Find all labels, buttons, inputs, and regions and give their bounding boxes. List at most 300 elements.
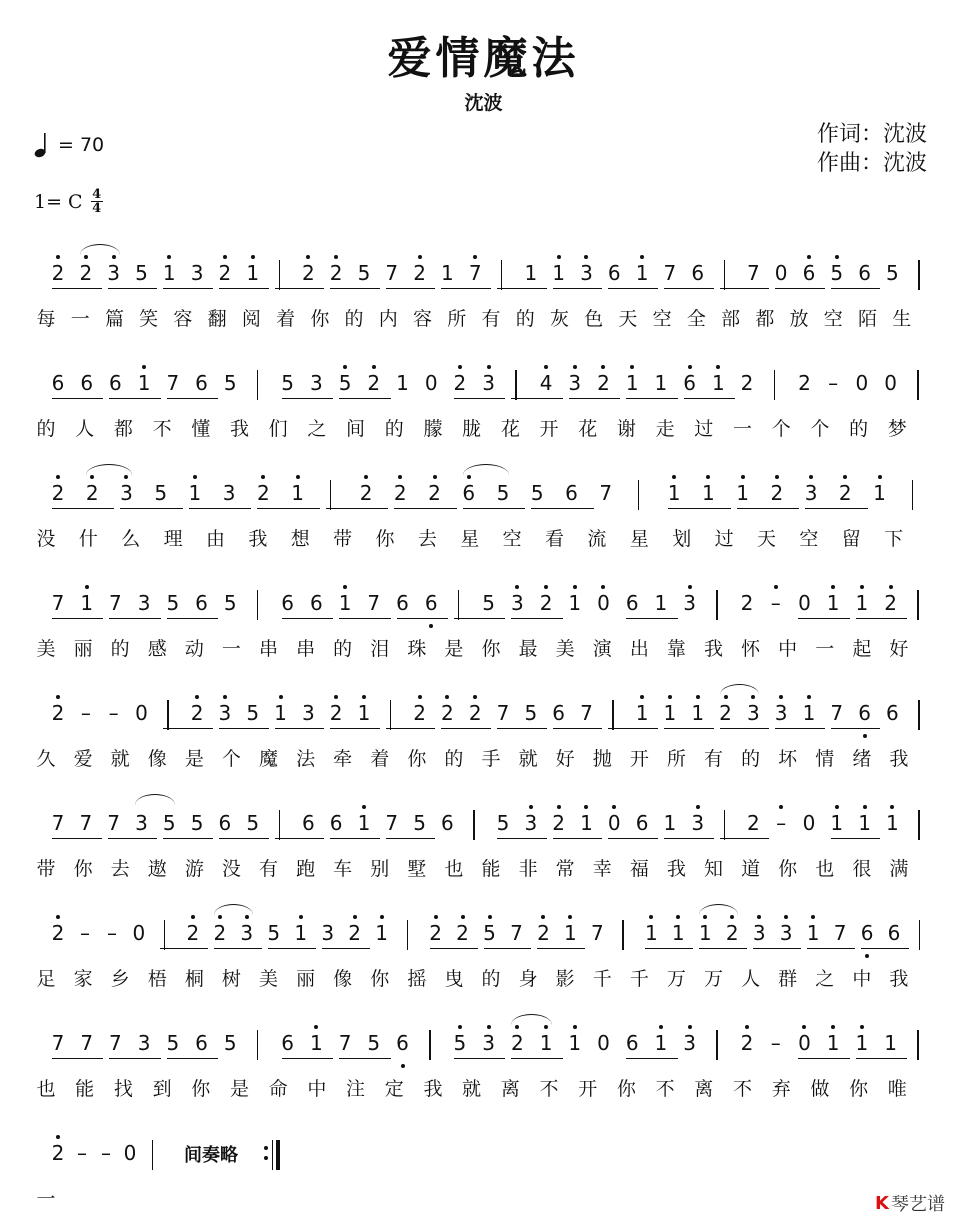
- lyric-char: 群: [778, 968, 798, 990]
- lyric-char: 你: [375, 528, 395, 550]
- note: 2: [48, 920, 68, 946]
- note: 0: [802, 811, 816, 835]
- lyric-char: 游: [184, 858, 204, 880]
- lyric-char: 法: [296, 748, 316, 770]
- lyric-char: 花: [578, 418, 598, 440]
- lyric-char: 曳: [444, 968, 464, 990]
- note: 3: [116, 480, 136, 506]
- note: 6: [625, 591, 639, 615]
- note: 1: [688, 700, 708, 726]
- barline: [917, 590, 918, 620]
- note: 2: [450, 370, 470, 396]
- lyric-char: 遨: [147, 858, 167, 880]
- slur: [80, 244, 120, 255]
- barline: [918, 260, 919, 290]
- note: 5: [223, 591, 237, 615]
- lyric-char: 们: [268, 418, 288, 440]
- lyric-char: 是: [444, 638, 464, 660]
- barline: [279, 260, 280, 290]
- beam-underline: [109, 398, 160, 399]
- lyric-char: 人: [741, 968, 761, 990]
- note: –: [108, 701, 119, 725]
- lyric-char: 所: [666, 748, 686, 770]
- beam-underline: [52, 398, 103, 399]
- beam-underline: [511, 1058, 562, 1059]
- note: 5: [335, 370, 355, 396]
- lyric-char: 久: [36, 748, 56, 770]
- barline: [912, 480, 913, 510]
- lyrics-line: [34, 414, 934, 440]
- lyric-char: 的: [515, 308, 535, 330]
- lyric-char: 万: [703, 968, 723, 990]
- lyric-char: 中: [852, 968, 872, 990]
- tempo-value: = 70: [58, 134, 105, 156]
- lyric-char: 不: [655, 1078, 675, 1100]
- lyric-char: 福: [629, 858, 649, 880]
- note: 1: [524, 261, 538, 285]
- note: 1: [823, 590, 843, 616]
- note: 2: [740, 371, 754, 395]
- time-numerator: 4: [92, 187, 102, 202]
- beam-underline: [52, 288, 102, 289]
- beam-underline: [109, 1058, 160, 1059]
- note: 3: [310, 371, 323, 395]
- lyric-char: 过: [714, 528, 734, 550]
- lyric-char: 是: [229, 1078, 249, 1100]
- beam-underline: [430, 948, 478, 949]
- note: 6: [396, 591, 409, 615]
- lyric-char: 着: [276, 308, 296, 330]
- beam-underline: [330, 728, 380, 729]
- note: 0: [424, 371, 438, 395]
- quarter-note-icon: [34, 132, 48, 158]
- note: 6: [421, 590, 441, 616]
- watermark-logo: K: [875, 1192, 889, 1214]
- note: 1: [441, 261, 454, 285]
- barline: [917, 1030, 918, 1060]
- note: 2: [593, 370, 613, 396]
- lyric-char: 千: [592, 968, 612, 990]
- note: 1: [852, 1030, 872, 1056]
- beam-underline: [720, 728, 770, 729]
- notation-system: [34, 1022, 934, 1102]
- lyric-char: 一: [36, 1188, 56, 1210]
- note: 2: [722, 920, 742, 946]
- lyric-char: 抛: [592, 748, 612, 770]
- lyric-char: 开: [629, 748, 649, 770]
- lyric-char: 影: [555, 968, 575, 990]
- beam-underline: [167, 398, 218, 399]
- note: 5: [530, 481, 544, 505]
- lyric-char: 流: [587, 528, 607, 550]
- beam-underline: [257, 508, 319, 509]
- beam-underline: [52, 618, 103, 619]
- note: 7: [109, 1031, 122, 1055]
- lyric-char: 我: [666, 858, 686, 880]
- lyric-char: 空: [799, 528, 819, 550]
- note: 1: [641, 920, 661, 946]
- note: –: [77, 1141, 87, 1165]
- lyric-char: 爱: [73, 748, 93, 770]
- note: 3: [521, 810, 541, 836]
- lyric-char: 墅: [407, 858, 427, 880]
- note: 6: [855, 700, 875, 726]
- lyric-char: 放: [789, 308, 809, 330]
- lyric-char: 千: [629, 968, 649, 990]
- barline: [622, 920, 623, 950]
- note: 3: [479, 370, 499, 396]
- note: 1: [733, 480, 753, 506]
- note: 1: [396, 371, 409, 395]
- lyric-char: 串: [296, 638, 316, 660]
- barline: [429, 1030, 430, 1060]
- beam-underline: [397, 618, 448, 619]
- note: 6: [281, 591, 295, 615]
- note: 0: [604, 810, 624, 836]
- lyric-char: 开: [539, 418, 559, 440]
- note: 1: [654, 371, 668, 395]
- lyric-char: 你: [778, 858, 798, 880]
- note: 1: [549, 260, 569, 286]
- lyric-char: 你: [849, 1078, 869, 1100]
- lyric-char: 部: [721, 308, 741, 330]
- note: 1: [354, 700, 374, 726]
- beam-underline: [569, 398, 620, 399]
- note: 1: [372, 920, 392, 946]
- note: 6: [459, 480, 479, 506]
- beam-underline: [531, 508, 593, 509]
- lyric-char: 绪: [852, 748, 872, 770]
- beam-underline: [441, 728, 491, 729]
- beam-underline: [339, 1058, 390, 1059]
- barline: [164, 920, 165, 950]
- barline: [167, 700, 168, 730]
- note: 1: [695, 920, 715, 946]
- note: 6: [195, 591, 208, 615]
- lyric-char: 中: [778, 638, 798, 660]
- note: 1: [884, 1031, 897, 1055]
- note: 2: [426, 920, 446, 946]
- slur: [720, 684, 760, 695]
- lyric-char: 不: [152, 418, 172, 440]
- lyric-char: 带: [36, 858, 56, 880]
- beam-underline: [775, 728, 825, 729]
- note: 6: [51, 371, 65, 395]
- lyric-char: 你: [407, 748, 427, 770]
- interlude-label: 间奏略: [184, 1145, 238, 1166]
- lyric-char: 有: [703, 748, 723, 770]
- beam-underline: [608, 838, 658, 839]
- note: 3: [135, 811, 148, 835]
- lyric-char: 的: [36, 418, 56, 440]
- lyric-char: 翻: [207, 308, 227, 330]
- lyric-char: 珠: [407, 638, 427, 660]
- lyric-char: 开: [578, 1078, 598, 1100]
- lyric-char: 找: [113, 1078, 133, 1100]
- note: 6: [680, 370, 700, 396]
- note: 3: [137, 1031, 151, 1055]
- barline: [330, 480, 331, 510]
- note: 7: [385, 811, 399, 835]
- lyric-char: 个: [810, 418, 830, 440]
- lyric-char: 离: [694, 1078, 714, 1100]
- note: 2: [253, 480, 273, 506]
- lyric-char: 内: [378, 308, 398, 330]
- credits: [817, 120, 927, 178]
- lyrics-line: [34, 1184, 934, 1210]
- lyric-char: 什: [78, 528, 98, 550]
- lyric-char: 由: [206, 528, 226, 550]
- lyric-char: 一: [733, 418, 753, 440]
- note: 7: [338, 1031, 352, 1055]
- beam-underline: [856, 618, 907, 619]
- lyric-char: 感: [147, 638, 167, 660]
- beam-underline: [511, 618, 562, 619]
- beam-underline: [626, 1058, 677, 1059]
- lyrics-line: [34, 524, 934, 550]
- lyric-char: 常: [555, 858, 575, 880]
- barline: [724, 260, 725, 290]
- barline: [918, 700, 919, 730]
- note: 0: [798, 591, 811, 615]
- beam-underline: [454, 618, 505, 619]
- beam-underline: [219, 288, 269, 289]
- note: 1: [565, 590, 585, 616]
- lyric-char: 笑: [139, 308, 159, 330]
- note: 6: [441, 811, 454, 835]
- note: 6: [691, 261, 705, 285]
- note: 7: [746, 261, 760, 285]
- lyric-char: 车: [333, 858, 353, 880]
- lyric-char: 天: [756, 528, 776, 550]
- key-label: 1= C: [34, 190, 83, 213]
- lyric-char: 阅: [241, 308, 261, 330]
- note: 1: [576, 810, 596, 836]
- barline: [257, 1030, 258, 1060]
- lyrics-line: [34, 304, 934, 330]
- note: 3: [801, 480, 821, 506]
- beam-underline: [219, 838, 269, 839]
- lyric-char: 美: [258, 968, 278, 990]
- beam-underline: [330, 288, 380, 289]
- lyric-char: 定: [384, 1078, 404, 1100]
- note: 7: [385, 261, 399, 285]
- barline: [716, 590, 717, 620]
- note: 7: [830, 701, 844, 725]
- note: 7: [109, 591, 122, 615]
- slur: [214, 904, 253, 915]
- beam-underline: [798, 618, 849, 619]
- note: 3: [237, 920, 257, 946]
- note: 7: [166, 371, 180, 395]
- note: 0: [123, 1141, 137, 1165]
- note: 1: [632, 700, 652, 726]
- beam-underline: [553, 838, 603, 839]
- note: 6: [799, 260, 819, 286]
- note: 6: [80, 371, 94, 395]
- notation-system: [34, 582, 934, 662]
- lyric-char: 的: [741, 748, 761, 770]
- lyric-char: 怀: [741, 638, 761, 660]
- note: 0: [884, 371, 897, 395]
- lyric-char: 之: [815, 968, 835, 990]
- lyric-char: 下: [884, 528, 904, 550]
- notation-system: [34, 692, 934, 772]
- note: 6: [565, 481, 578, 505]
- lyric-char: 色: [584, 308, 604, 330]
- note: 6: [329, 811, 343, 835]
- lyric-char: 谢: [616, 418, 636, 440]
- lyric-char: 没: [36, 528, 56, 550]
- note: 7: [663, 261, 677, 285]
- note: 2: [187, 700, 207, 726]
- beam-underline: [386, 288, 436, 289]
- note: 5: [482, 591, 495, 615]
- lyric-char: 天: [618, 308, 638, 330]
- note: 5: [190, 811, 204, 835]
- beam-underline: [282, 1058, 333, 1059]
- lyric-char: 全: [686, 308, 706, 330]
- note: 0: [135, 701, 148, 725]
- note: 1: [870, 480, 890, 506]
- barline: [917, 370, 918, 400]
- lyric-char: 我: [889, 968, 909, 990]
- lyric-char: 不: [733, 1078, 753, 1100]
- beam-underline: [664, 288, 714, 289]
- note: –: [106, 921, 117, 945]
- beam-underline: [805, 508, 867, 509]
- lyric-char: 我: [423, 1078, 443, 1100]
- beam-underline: [856, 1058, 907, 1059]
- note: 5: [135, 261, 148, 285]
- note: –: [766, 590, 786, 616]
- beam-underline: [163, 288, 213, 289]
- note: 3: [190, 261, 204, 285]
- note: 7: [80, 1031, 94, 1055]
- lyric-char: 我: [248, 528, 268, 550]
- lyric-char: 幸: [592, 858, 612, 880]
- time-denominator: 4: [92, 201, 102, 216]
- beam-underline: [160, 948, 208, 949]
- notation-system: [34, 912, 934, 992]
- lyric-char: 万: [666, 968, 686, 990]
- lyrics-line: [34, 964, 934, 990]
- note: 3: [743, 700, 763, 726]
- note: 7: [51, 1031, 65, 1055]
- beam-underline: [441, 288, 491, 289]
- note: 7: [833, 921, 847, 945]
- note: 2: [507, 1030, 527, 1056]
- beam-underline: [189, 508, 251, 509]
- note: 5: [524, 701, 538, 725]
- note: 3: [137, 591, 151, 615]
- beam-underline: [108, 838, 158, 839]
- note: 1: [271, 700, 291, 726]
- lyric-char: 有: [258, 858, 278, 880]
- lyric-char: 美: [36, 638, 56, 660]
- barline: [638, 480, 639, 510]
- note: 0: [855, 371, 869, 395]
- beam-underline: [861, 948, 909, 949]
- lyric-char: 能: [481, 858, 501, 880]
- note: 1: [698, 480, 718, 506]
- slur: [699, 904, 738, 915]
- note: –: [828, 371, 839, 395]
- note: 5: [480, 920, 500, 946]
- note: 3: [301, 701, 315, 725]
- note: 2: [210, 920, 230, 946]
- lyric-char: 靠: [666, 638, 686, 660]
- lyric-char: 空: [502, 528, 522, 550]
- note: 2: [326, 260, 346, 286]
- beam-underline: [537, 948, 585, 949]
- beam-underline: [720, 838, 770, 839]
- note: 1: [134, 370, 154, 396]
- note: 2: [549, 810, 569, 836]
- beam-underline: [339, 618, 390, 619]
- beam-underline: [831, 838, 881, 839]
- lyric-char: 弃: [771, 1078, 791, 1100]
- lyric-char: 你: [73, 858, 93, 880]
- lyric-char: 懂: [191, 418, 211, 440]
- lyric-char: 串: [258, 638, 278, 660]
- beam-underline: [275, 838, 325, 839]
- lyric-char: 朦: [423, 418, 443, 440]
- note: 6: [301, 811, 315, 835]
- lyric-char: 星: [629, 528, 649, 550]
- note: 1: [565, 1030, 585, 1056]
- note: 7: [367, 591, 381, 615]
- lyric-char: 满: [889, 858, 909, 880]
- song-title: 爱情魔法: [387, 33, 580, 84]
- note: 7: [496, 701, 510, 725]
- lyric-char: 丽: [73, 638, 93, 660]
- lyric-char: 能: [75, 1078, 95, 1100]
- notation-system: [34, 362, 934, 442]
- note: –: [770, 1031, 781, 1055]
- lyric-char: 去: [417, 528, 437, 550]
- barline: [515, 370, 516, 400]
- beam-underline: [626, 618, 677, 619]
- note: 3: [688, 810, 708, 836]
- lyric-char: 牵: [333, 748, 353, 770]
- lyric-char: 有: [481, 308, 501, 330]
- beam-underline: [737, 508, 799, 509]
- tempo-marking: [34, 132, 104, 158]
- barline: [279, 810, 280, 840]
- lyric-char: 树: [221, 968, 241, 990]
- lyric-char: 你: [310, 308, 330, 330]
- barline: [919, 920, 920, 950]
- note: 2: [48, 480, 68, 506]
- lyric-char: 个: [771, 418, 791, 440]
- note: 2: [364, 370, 384, 396]
- barline: [407, 920, 408, 950]
- beam-underline: [282, 618, 333, 619]
- beam-underline: [668, 508, 730, 509]
- note: 1: [335, 590, 355, 616]
- lyric-char: 知: [703, 858, 723, 880]
- lyric-char: 的: [444, 748, 464, 770]
- note: –: [101, 1141, 111, 1165]
- barline: [257, 370, 258, 400]
- note: 2: [48, 1140, 68, 1166]
- note: 3: [215, 700, 235, 726]
- note: 2: [183, 920, 203, 946]
- note: –: [79, 921, 90, 945]
- beam-underline: [553, 728, 603, 729]
- lyric-char: 空: [652, 308, 672, 330]
